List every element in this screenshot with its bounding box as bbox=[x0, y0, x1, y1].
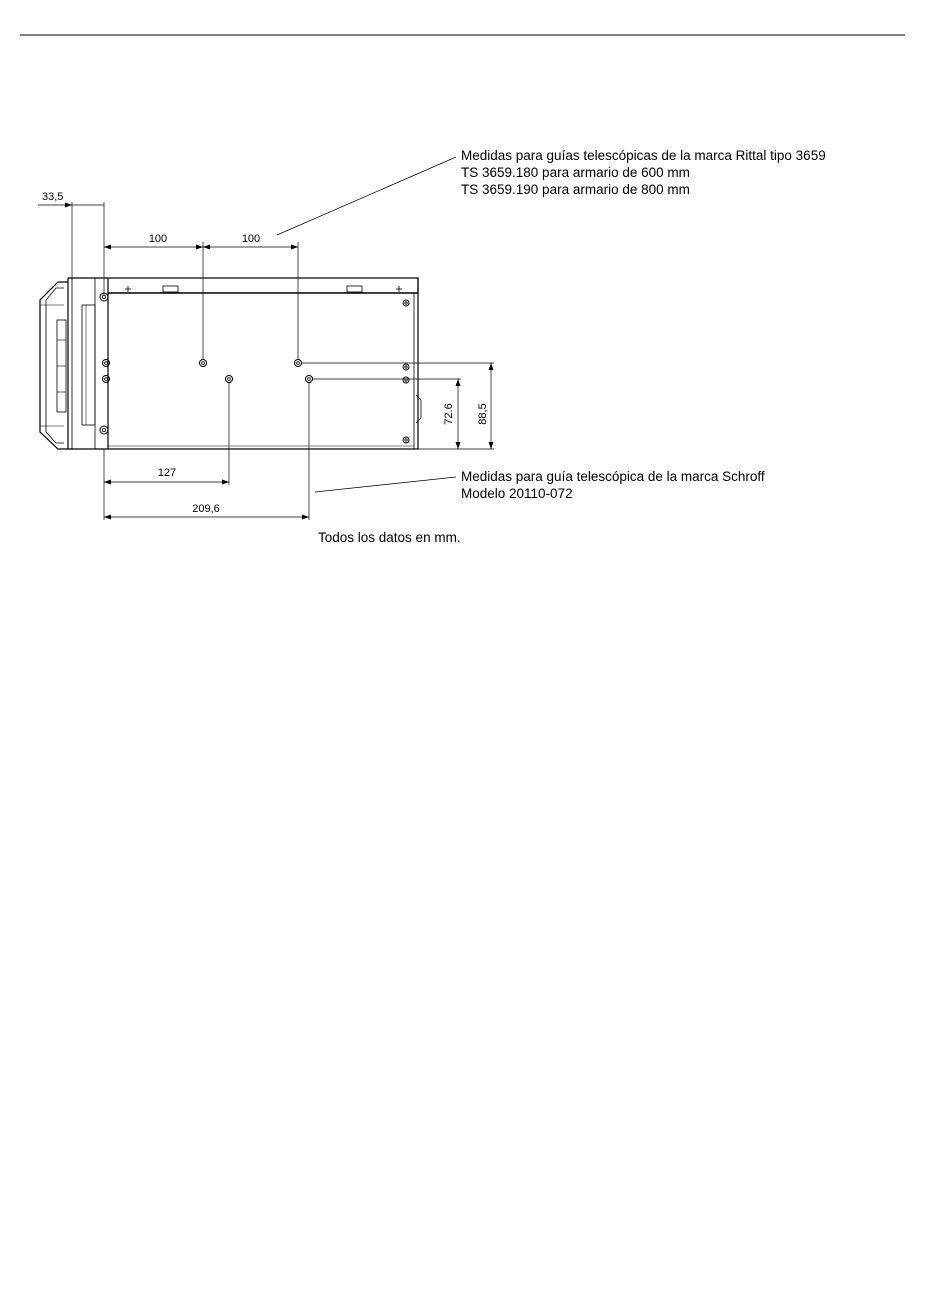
note-rittal-line2: TS 3659.180 para armario de 600 mm bbox=[461, 165, 690, 180]
dim-spacing-2: 100 bbox=[241, 233, 261, 245]
device-outline bbox=[40, 278, 421, 449]
note-schroff-line1: Medidas para guía telescópica de la marca Schroff bbox=[461, 469, 765, 484]
dim-horizontal-short: 127 bbox=[157, 467, 177, 479]
note-rittal-line1: Medidas para guías telescópicas de la marca Rittal tipo 3659 bbox=[461, 148, 826, 163]
dim-vertical-outer: 88,5 bbox=[477, 403, 489, 425]
dim-horizontal-long: 209,6 bbox=[192, 503, 220, 515]
note-rittal-line3: TS 3659.190 para armario de 800 mm bbox=[461, 182, 690, 197]
dimension-lines bbox=[38, 157, 494, 520]
dim-spacing-1: 100 bbox=[148, 233, 168, 245]
dim-vertical-inner: 72.6 bbox=[443, 403, 455, 425]
mounting-holes bbox=[100, 293, 409, 443]
note-units: Todos los datos en mm. bbox=[318, 530, 461, 545]
note-schroff-line2: Modelo 20110-072 bbox=[461, 486, 573, 501]
dim-left-offset: 33,5 bbox=[42, 191, 64, 203]
